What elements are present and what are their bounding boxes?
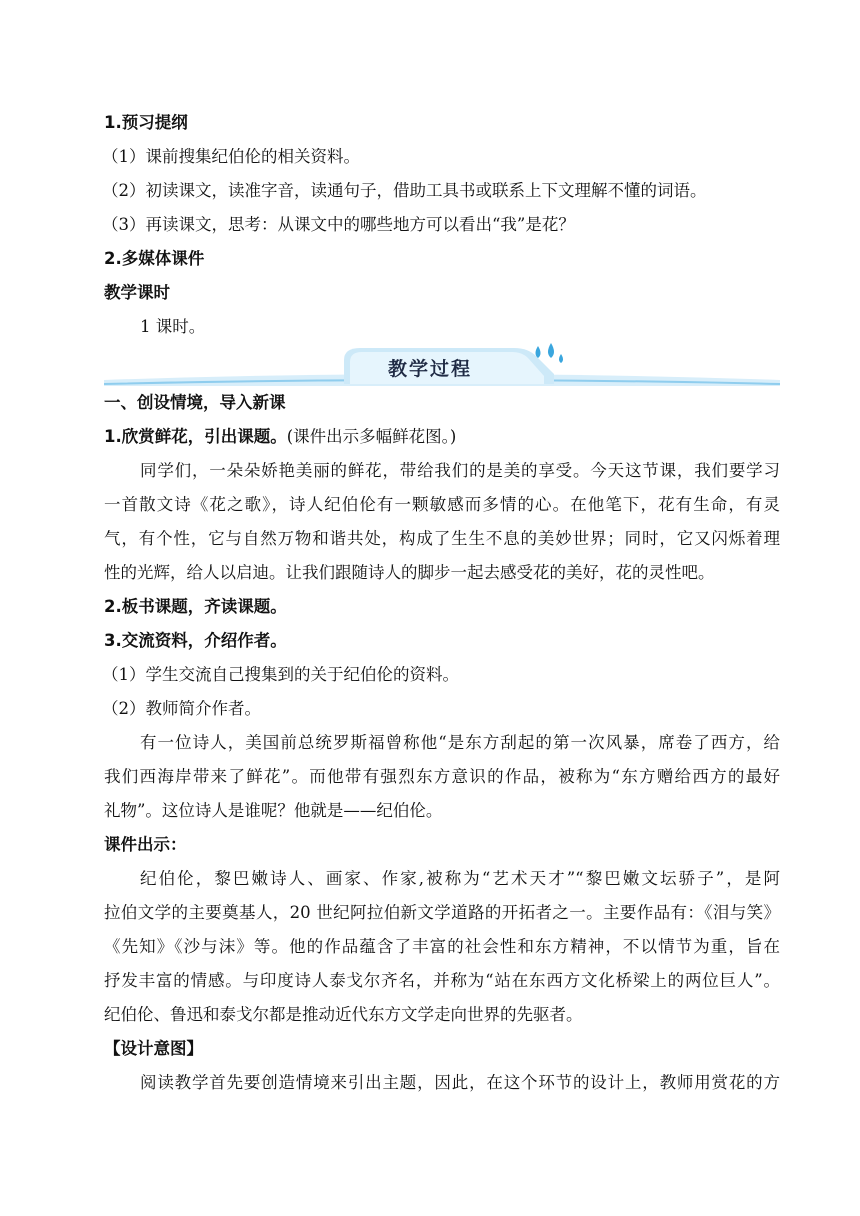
multimedia-heading: 2.多媒体课件 bbox=[104, 249, 205, 268]
paragraph-line: 同学们，一朵朵娇艳美丽的鲜花，带给我们的是美的享受。今天这节课，我们要学习 bbox=[140, 461, 780, 480]
paragraph-line: 一首散文诗《花之歌》，诗人纪伯伦有一颗敏感而多情的心。在他笔下，花有生命，有灵 bbox=[104, 495, 780, 514]
paragraph-line: 纪伯伦、鲁迅和泰戈尔都是推动近代东方文学走向世界的先驱者。 bbox=[104, 1005, 583, 1024]
banner-title: 教学过程 bbox=[387, 358, 472, 380]
prep-item-3: （3）再读课文，思考：从课文中的哪些地方可以看出“我”是花？ bbox=[102, 215, 575, 234]
prep-item-1: （1）课前搜集纪伯伦的相关资料。 bbox=[102, 147, 360, 166]
paragraph-line: 拉伯文学的主要奠基人，20 世纪阿拉伯新文学道路的开拓者之一。主要作品有：《泪与笑》 bbox=[104, 903, 780, 922]
design-intent-heading: 【设计意图】 bbox=[104, 1039, 203, 1058]
courseware-heading: 课件出示： bbox=[104, 835, 187, 854]
class-hours-text: 1 课时。 bbox=[140, 317, 206, 336]
step-3: 3.交流资料，介绍作者。 bbox=[104, 631, 287, 650]
paragraph-line: 阅读教学首先要创造情境来引出主题，因此，在这个环节的设计上，教师用赏花的方 bbox=[140, 1073, 780, 1092]
step-2: 2.板书课题，齐读课题。 bbox=[104, 597, 287, 616]
paragraph-line: 有一位诗人，美国前总统罗斯福曾称他“是东方刮起的第一次风暴，席卷了西方，给 bbox=[140, 733, 780, 752]
paragraph-line: 性的光辉，给人以启迪。让我们跟随诗人的脚步一起去感受花的美好，花的灵性吧。 bbox=[104, 563, 715, 582]
step-1-title: 1.欣赏鲜花，引出课题。 bbox=[104, 427, 287, 446]
step-1 bbox=[104, 426, 794, 448]
paragraph-line: 纪伯伦，黎巴嫩诗人、画家、作家,被称为“艺术天才”“黎巴嫩文坛骄子”，是阿 bbox=[140, 869, 780, 888]
paragraph-line: 我们西海岸带来了鲜花”。而他带有强烈东方意识的作品，被称为“东方赠给西方的最好 bbox=[104, 767, 780, 786]
step-1-note: (课件出示多幅鲜花图。) bbox=[286, 427, 457, 446]
prep-heading: 1.预习提纲 bbox=[104, 113, 188, 132]
class-hours-heading: 教学课时 bbox=[104, 283, 170, 302]
step-3-item-2: （2）教师简介作者。 bbox=[102, 699, 261, 718]
prep-item-2: （2）初读课文，读准字音，读通句子，借助工具书或联系上下文理解不懂的词语。 bbox=[102, 181, 707, 200]
paragraph-line: 抒发丰富的情感。与印度诗人泰戈尔齐名，并称为“站在东西方文化桥梁上的两位巨人”。 bbox=[104, 971, 780, 990]
section-heading: 一、创设情境，导入新课 bbox=[104, 393, 286, 412]
paragraph-line: 《先知》《沙与沫》等。他的作品蕴含了丰富的社会性和东方精神，不以情节为重，旨在 bbox=[104, 937, 780, 956]
paragraph-line: 礼物”。这位诗人是谁呢？他就是——纪伯伦。 bbox=[104, 801, 443, 820]
paragraph-line: 气，有个性，它与自然万物和谐共处，构成了生生不息的美妙世界；同时，它又闪烁着理 bbox=[104, 529, 780, 548]
step-3-item-1: （1）学生交流自己搜集到的关于纪伯伦的资料。 bbox=[102, 665, 459, 684]
